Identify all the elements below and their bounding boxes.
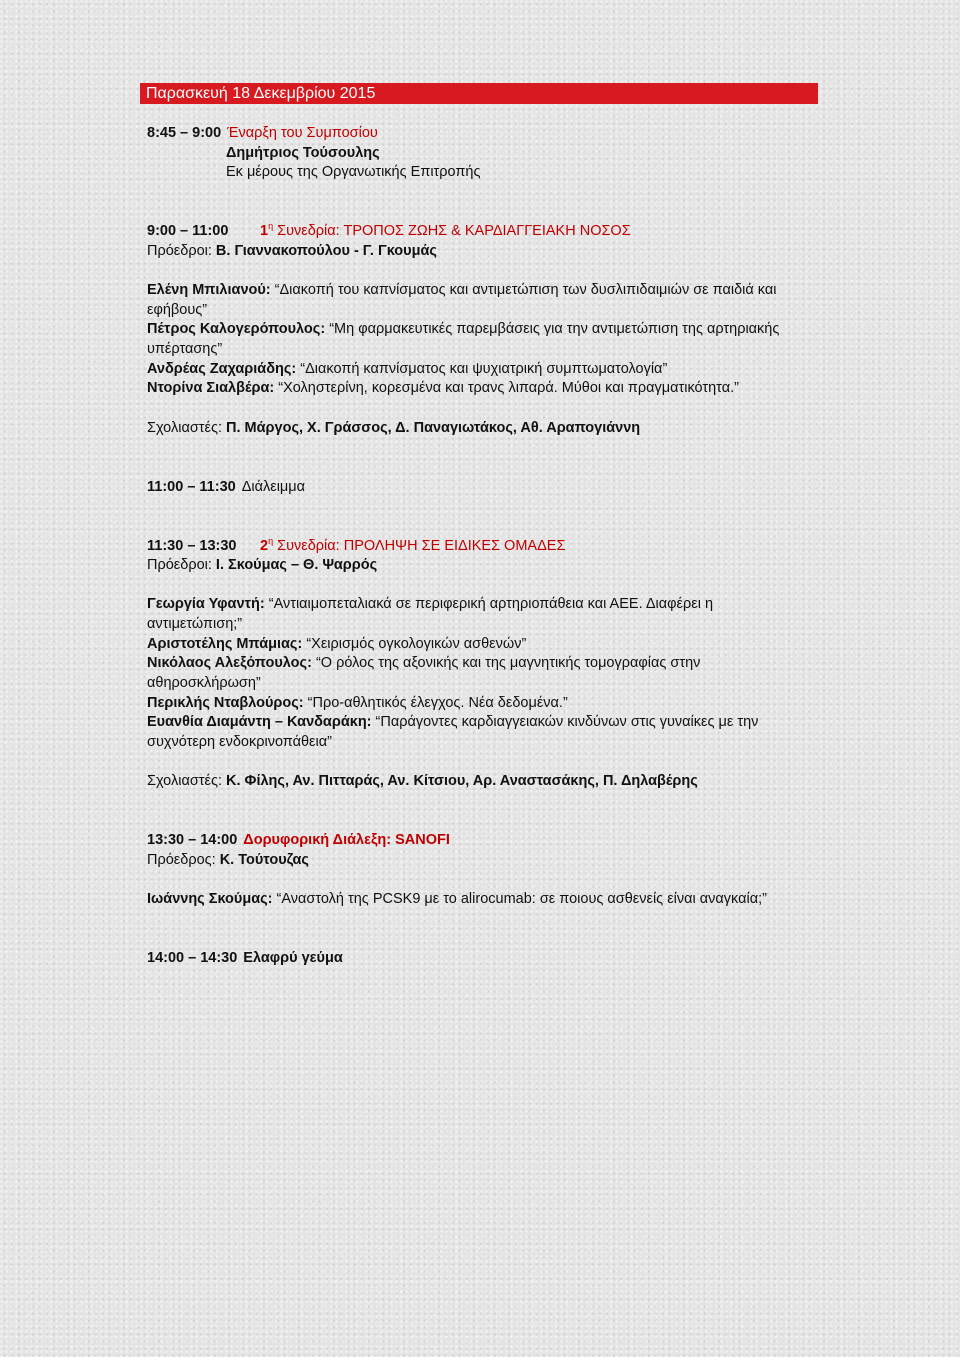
opening-speaker-row (147, 144, 779, 164)
talk-item (147, 654, 779, 693)
talk-title: “Διακοπή καπνίσματος και ψυχιατρική συμπτωματολογία” (300, 360, 668, 377)
talk-item (147, 379, 779, 399)
discussants-names: Κ. Φίλης, Αν. Πιτταράς, Αν. Κίτσιου, Αρ. Αναστασάκης, Π. Δηλαβέρης (226, 773, 698, 790)
lunch-row (147, 949, 779, 969)
talk-title-continued: αθηροσκλήρωση” (147, 674, 261, 691)
talk-line (147, 379, 779, 399)
session-2-number: 2 (260, 537, 269, 554)
break-time: 11:00 – 11:30 (147, 478, 236, 495)
discussants-label: Σχολιαστές: (147, 419, 222, 436)
speaker-name: Ευανθία Διαμάντη – Κανδαράκη: (147, 714, 372, 731)
speaker-name: Ντορίνα Σιαλβέρα: (147, 380, 275, 397)
speaker-name: Ελένη Μπιλιανού: (147, 282, 271, 299)
speaker-name: Αριστοτέλης Μπάμιας: (147, 635, 303, 652)
talk-title: “Προ-αθλητικός έλεγχος. Νέα δεδομένα.” (307, 694, 568, 711)
break-label: Διάλειμμα (241, 478, 306, 495)
session-2-title: ΠΡΟΛΗΨΗ ΣΕ ΕΙΔΙΚΕΣ ΟΜΑΔΕΣ (343, 537, 566, 554)
speaker-name: Νικόλαος Αλεξόπουλος: (147, 655, 312, 672)
talk-item (147, 360, 779, 380)
session-1-chairs-row (147, 242, 779, 262)
speaker-name: Πέτρος Καλογερόπουλος: (147, 321, 326, 338)
satellite-time: 13:30 – 14:00 (147, 832, 238, 849)
talk-line (147, 733, 779, 753)
talk-item (147, 635, 779, 655)
speaker-name: Γεωργία Υφαντή: (147, 596, 265, 613)
program (147, 124, 779, 969)
session-1-number: 1 (260, 223, 269, 240)
session-2-chairs-row (147, 556, 779, 576)
satellite-row (147, 831, 779, 851)
talk-line (147, 674, 779, 694)
speaker-name: Ανδρέας Ζαχαριάδης: (147, 360, 297, 377)
opening-speaker: Δημήτριος Τούσουλης (226, 144, 380, 161)
speaker-name: Ιωάννης Σκούμας: (147, 891, 273, 908)
talk-item (147, 890, 779, 910)
session-1-discussants-row (147, 419, 779, 439)
session-2-header (147, 537, 779, 557)
talk-title-continued: αντιμετώπιση;” (147, 616, 243, 633)
opening-title: Έναρξη του Συμποσίου (227, 125, 378, 141)
talk-title-continued: εφήβους” (147, 301, 208, 318)
session-1-header (147, 222, 779, 242)
lunch-label: Ελαφρύ γεύμα (243, 949, 343, 966)
talk-item (147, 595, 779, 634)
talk-title: “Μη φαρμακευτικές παρεμβάσεις για την αντιμετώπιση της αρτηριακής (329, 321, 780, 338)
session-2-label: Συνεδρία: (277, 537, 340, 554)
talk-title: “Αντιαιμοπεταλιακά σε περιφερική αρτηριοπάθεια και ΑΕΕ. Διαφέρει η (268, 596, 714, 613)
talk-line (147, 654, 779, 674)
opening-on-behalf-row (147, 163, 779, 183)
chairs-label: Πρόεδροι: (147, 242, 212, 259)
session-2-discussants-row (147, 772, 779, 792)
lunch-time: 14:00 – 14:30 (147, 949, 238, 966)
talk-item (147, 281, 779, 320)
opening-row (147, 124, 779, 144)
talk-line (147, 694, 779, 714)
break-row (147, 478, 779, 498)
talk-title: “Ο ρόλος της αξονικής και της μαγνητικής τομογραφίας στην (315, 655, 701, 672)
opening-on-behalf: Εκ μέρους της Οργανωτικής Επιτροπής (226, 164, 481, 181)
discussants-label: Σχολιαστές: (147, 773, 222, 790)
discussants-names: Π. Μάργος, Χ. Γράσσος, Δ. Παναγιωτάκος, Αθ. Αραπογιάννη (226, 419, 641, 436)
talk-line (147, 360, 779, 380)
talk-title-continued: υπέρτασης” (147, 341, 223, 358)
session-1-time: 9:00 – 11:00 (147, 223, 229, 240)
session-1-title-group (260, 223, 631, 239)
talk-line (147, 713, 779, 733)
session-2-time: 11:30 – 13:30 (147, 537, 237, 554)
chair-label: Πρόεδρος: (147, 851, 216, 868)
opening-time: 8:45 – 9:00 (147, 125, 222, 141)
talk-title: “Αναστολή της PCSK9 με το alirocumab: σε ποιους ασθενείς είναι αναγκαία;” (276, 891, 767, 908)
talk-item (147, 713, 779, 752)
talk-line (147, 615, 779, 635)
session-1-number-suffix: η (268, 221, 274, 232)
chairs-label: Πρόεδροι: (147, 557, 212, 574)
talk-line (147, 281, 779, 301)
session-2-title-group (260, 535, 566, 554)
talk-title: “Διακοπή του καπνίσματος και αντιμετώπιση των δυσλιπιδαιμιών σε παιδιά και (274, 282, 777, 299)
talk-line (147, 320, 779, 340)
session-1-title: ΤΡΟΠΟΣ ΖΩΗΣ & ΚΑΡΔΙΑΓΓΕΙΑΚΗ ΝΟΣΟΣ (343, 223, 631, 240)
talk-title: “Χοληστερίνη, κορεσμένα και τρανς λιπαρά. Μύθοι και πραγματικότητα.” (278, 380, 739, 397)
talk-line (147, 301, 779, 321)
chairs-names: Β. Γιαννακοπούλου - Γ. Γκουμάς (215, 242, 437, 259)
day-header: Παρασκευή 18 Δεκεμβρίου 2015 (146, 85, 376, 102)
talk-line (147, 595, 779, 615)
speaker-name: Περικλής Νταβλούρος: (147, 694, 304, 711)
talk-title-continued: συχνότερη ενδοκρινοπάθεια” (147, 733, 332, 750)
talk-title: “Χειρισμός ογκολογικών ασθενών” (306, 635, 527, 652)
satellite-chair-row (147, 851, 779, 871)
chairs-names: Ι. Σκούμας – Θ. Ψαρρός (215, 557, 378, 574)
talk-item (147, 694, 779, 714)
talk-title: “Παράγοντες καρδιαγγειακών κινδύνων στις γυναίκες με την (375, 714, 759, 731)
talk-line (147, 635, 779, 655)
day-header-bar (140, 83, 818, 104)
session-1-label: Συνεδρία: (277, 223, 340, 240)
chair-name: Κ. Τούτουζας (219, 851, 309, 868)
talk-item (147, 320, 779, 359)
talk-line (147, 340, 779, 360)
satellite-title: Δορυφορική Διάλεξη: SANOFI (243, 832, 450, 849)
session-2-number-suffix: η (268, 535, 274, 546)
